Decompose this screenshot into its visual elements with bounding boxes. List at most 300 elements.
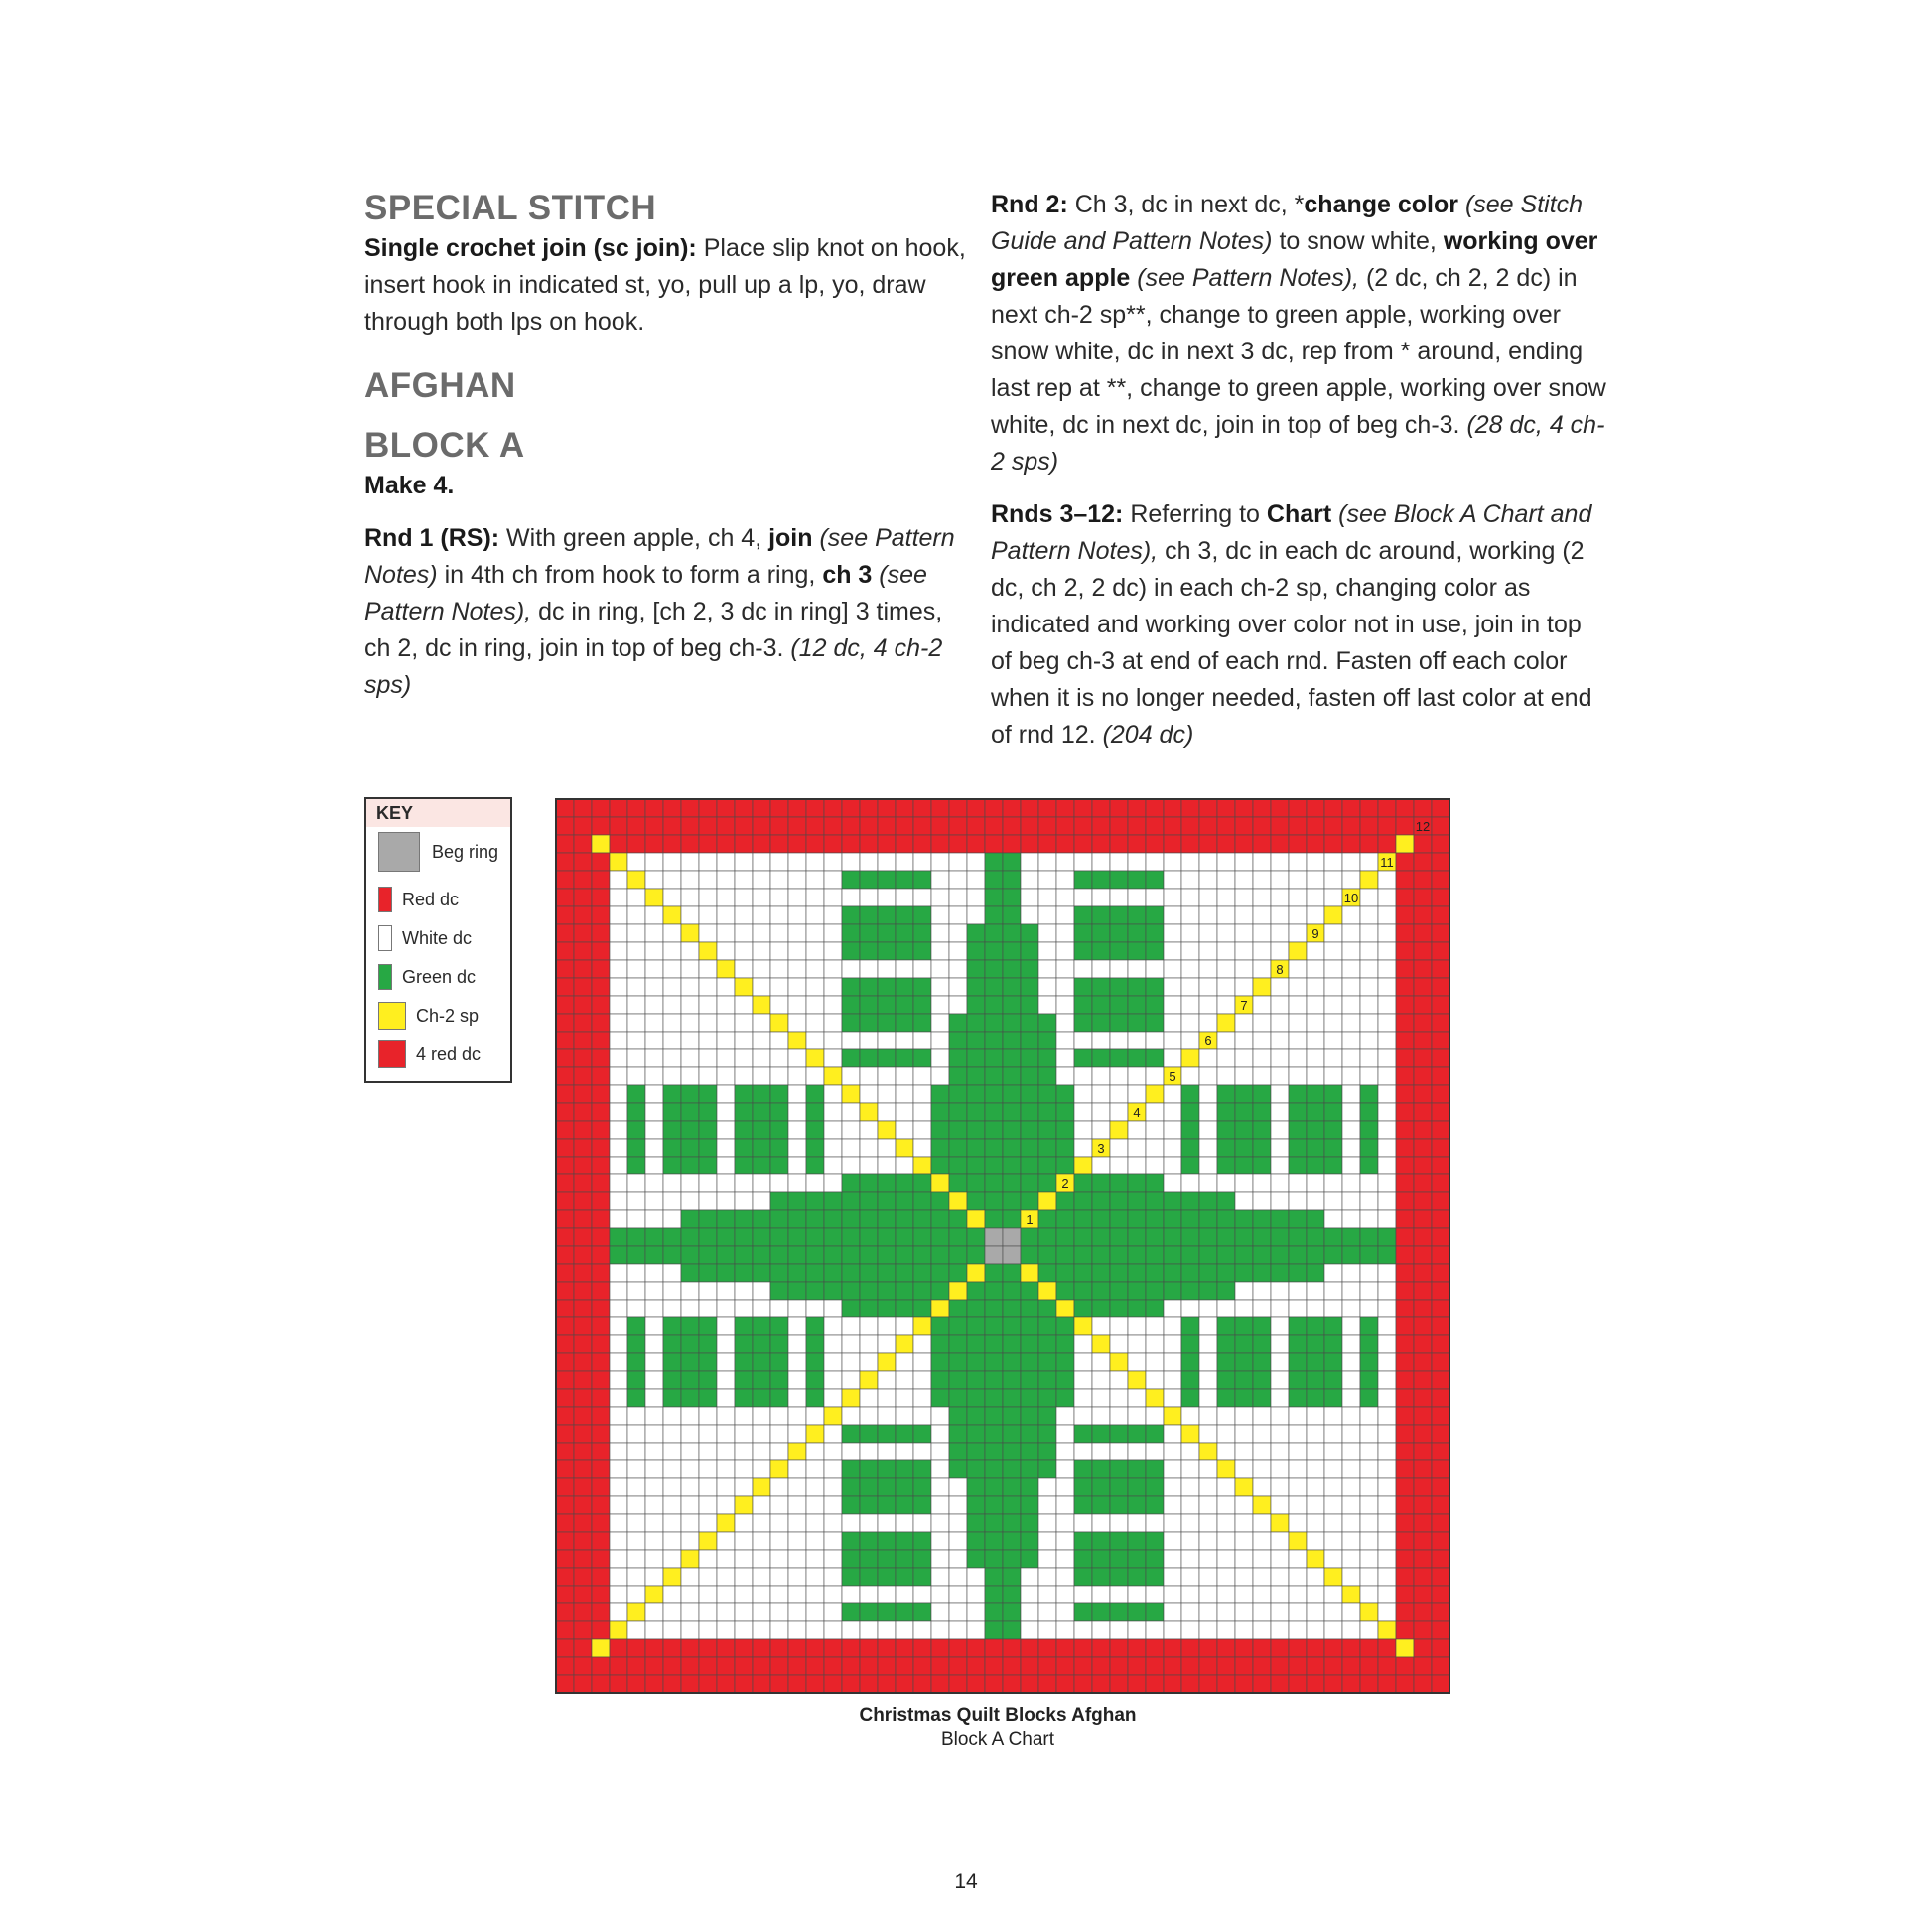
chart-cell-green [1307,1353,1324,1371]
chart-cell-red [1038,1675,1056,1693]
chart-cell-red [1396,1550,1414,1568]
chart-cell-white [735,1586,753,1603]
chart-cell-white [806,1550,824,1568]
chart-cell-white [1164,1389,1181,1407]
chart-cell-white [913,1032,931,1049]
chart-cell-green [860,1496,878,1514]
chart-cell-white [1217,1621,1235,1639]
chart-cell-white [681,978,699,996]
chart-cell-red [1056,1657,1074,1675]
chart-cell-white [842,1407,860,1425]
chart-cell-green [985,1282,1003,1300]
chart-cell-white [610,1174,627,1192]
chart-cell-red [592,1121,610,1139]
chart-cell-green [1074,924,1092,942]
chart-cell-green [1092,906,1110,924]
chart-cell-white [1235,853,1253,871]
chart-cell-white [788,1139,806,1157]
chart-cell-white [663,1532,681,1550]
chart-cell-green [1128,1300,1146,1317]
chart-cell-red [1432,1603,1449,1621]
chart-cell-green [878,996,896,1014]
chart-cell-white [1342,1103,1360,1121]
chart-cell-green [1324,1121,1342,1139]
chart-cell-green [663,1228,681,1246]
chart-cell-red [1003,817,1021,835]
chart-cell-green [1146,942,1164,960]
chart-cell-white [1324,1067,1342,1085]
chart-cell-red [574,1157,592,1174]
chart-cell-white [717,1460,735,1478]
chart-cell-red [931,835,949,853]
chart-cell-yellow [1253,978,1271,996]
chart-cell-green [1289,1389,1307,1407]
chart-cell-red [1378,817,1396,835]
chart-cell-red [1235,799,1253,817]
chart-cell-white [896,889,913,906]
chart-cell-green [860,1246,878,1264]
chart-cell-red [681,817,699,835]
chart-cell-green [699,1228,717,1246]
chart-cell-green [1092,1478,1110,1496]
chart-cell-white [1164,1014,1181,1032]
chart-cell-red [717,799,735,817]
chart-cell-red [592,1353,610,1371]
chart-cell-white [1307,1443,1324,1460]
chart-cell-green [1181,1192,1199,1210]
chart-cell-white [627,853,645,871]
chart-cell-white [1271,1049,1289,1067]
chart-cell-red [949,817,967,835]
chart-cell-green [663,1157,681,1174]
chart-cell-white [860,1443,878,1460]
chart-cell-green [1289,1139,1307,1157]
chart-cell-green [896,1264,913,1282]
round-label-4: 4 [1133,1105,1141,1120]
chart-cell-green [1110,942,1128,960]
chart-cell-white [1271,1443,1289,1460]
chart-cell-red [913,1639,931,1657]
chart-cell-white [663,960,681,978]
chart-cell-green [770,1264,788,1282]
chart-cell-green [931,1371,949,1389]
chart-cell-red [824,1639,842,1657]
chart-cell-red [1217,817,1235,835]
chart-cell-green [806,1371,824,1389]
chart-cell-white [1271,1478,1289,1496]
chart-cell-white [1271,1371,1289,1389]
chart-cell-white [824,1478,842,1496]
chart-cell-white [931,1621,949,1639]
chart-cell-white [1074,1085,1092,1103]
chart-cell-white [663,889,681,906]
chart-cell-green [788,1192,806,1210]
chart-cell-white [1342,871,1360,889]
chart-cell-green [1128,1568,1146,1586]
chart-cell-green [1128,1282,1146,1300]
chart-cell-white [645,853,663,871]
chart-cell-green [1021,960,1038,978]
chart-cell-white [1110,1407,1128,1425]
chart-cell-white [1146,1121,1164,1139]
chart-cell-red [1164,799,1181,817]
chart-cell-green [1110,1049,1128,1067]
chart-cell-green [1146,871,1164,889]
chart-cell-red [592,1335,610,1353]
chart-cell-white [627,1264,645,1282]
chart-cell-green [1128,996,1146,1014]
chart-cell-white [1360,906,1378,924]
chart-cell-green [1074,1568,1092,1586]
round-label-7: 7 [1240,998,1248,1013]
chart-cell-green [931,1389,949,1407]
chart-cell-white [1217,1032,1235,1049]
chart-cell-white [1342,1049,1360,1067]
chart-cell-white [878,1067,896,1085]
chart-cell-green [967,1532,985,1550]
chart-cell-white [645,1621,663,1639]
chart-cell-white [931,853,949,871]
chart-cell-red [1414,889,1432,906]
chart-cell-white [1074,1103,1092,1121]
chart-cell-red [592,1496,610,1514]
chart-cell-white [1128,1317,1146,1335]
chart-cell-green [896,1568,913,1586]
chart-cell-red [896,799,913,817]
chart-cell-white [717,1550,735,1568]
chart-cell-red [645,1639,663,1657]
chart-cell-red [592,1478,610,1496]
chart-cell-white [1342,1300,1360,1317]
chart-cell-green [878,1425,896,1443]
chart-cell-white [1342,1460,1360,1478]
chart-cell-white [1181,1443,1199,1460]
chart-cell-white [1342,1014,1360,1032]
chart-cell-red [1003,799,1021,817]
chart-cell-green [878,978,896,996]
chart-cell-red [699,799,717,817]
chart-cell-white [806,1067,824,1085]
chart-cell-white [1217,1478,1235,1496]
chart-cell-white [1271,853,1289,871]
chart-cell-green [949,1371,967,1389]
chart-cell-green [1038,1157,1056,1174]
chart-cell-white [1378,1067,1396,1085]
chart-cell-white [806,1407,824,1425]
chart-cell-green [860,996,878,1014]
chart-cell-white [610,1407,627,1425]
chart-cell-yellow [1289,1532,1307,1550]
chart-cell-white [1110,853,1128,871]
chart-cell-green [1235,1371,1253,1389]
chart-cell-white [1342,1317,1360,1335]
chart-cell-green [1110,1210,1128,1228]
chart-cell-green [878,1049,896,1067]
chart-cell-white [1164,1139,1181,1157]
chart-cell-white [913,1586,931,1603]
chart-cell-green [1289,1228,1307,1246]
chart-cell-white [663,1049,681,1067]
chart-cell-red [1324,1675,1342,1693]
chart-cell-red [592,1246,610,1264]
chart-cell-white [967,871,985,889]
chart-cell-green [1307,1157,1324,1174]
chart-cell-white [1181,1174,1199,1192]
chart-cell-red [1360,1657,1378,1675]
chart-cell-green [627,1317,645,1335]
chart-cell-white [931,924,949,942]
chart-cell-red [931,1639,949,1657]
chart-cell-green [1360,1139,1378,1157]
chart-cell-white [1181,1586,1199,1603]
chart-cell-green [896,871,913,889]
chart-cell-white [806,1174,824,1192]
chart-cell-white [860,1032,878,1049]
chart-cell-white [824,1621,842,1639]
chart-cell-white [1217,1550,1235,1568]
chart-cell-white [663,1407,681,1425]
chart-cell-green [1038,1389,1056,1407]
chart-cell-red [556,1157,574,1174]
chart-cell-white [1164,1300,1181,1317]
chart-cell-white [1217,996,1235,1014]
chart-cell-green [949,1139,967,1157]
chart-cell-white [842,889,860,906]
chart-cell-white [681,1621,699,1639]
chart-cell-red [1414,1014,1432,1032]
chart-cell-yellow [645,889,663,906]
chart-cell-red [556,978,574,996]
beg-ring-swatch [378,832,420,872]
chart-cell-white [681,960,699,978]
chart-cell-white [681,906,699,924]
chart-cell-green [681,1210,699,1228]
chart-cell-white [788,1121,806,1139]
chart-cell-green [663,1121,681,1139]
chart-cell-green [663,1389,681,1407]
chart-cell-white [610,1460,627,1478]
chart-cell-white [1271,996,1289,1014]
chart-cell-white [878,1407,896,1425]
chart-cell-green [1146,1210,1164,1228]
chart-cell-green [1181,1085,1199,1103]
chart-cell-green [770,1103,788,1121]
chart-cell-green [860,1192,878,1210]
chart-cell-white [1217,1174,1235,1192]
chart-cell-red [896,1639,913,1657]
chart-cell-red [592,1586,610,1603]
chart-cell-white [878,1335,896,1353]
chart-cell-white [1378,1532,1396,1550]
chart-cell-red [985,1639,1003,1657]
chart-cell-white [717,871,735,889]
chart-cell-green [967,1157,985,1174]
chart-cell-white [1217,1603,1235,1621]
chart-cell-red [1396,1157,1414,1174]
chart-cell-green [842,1264,860,1282]
round-label-11: 11 [1380,855,1394,870]
chart-cell-yellow [1324,1568,1342,1586]
chart-cell-white [735,1460,753,1478]
chart-cell-red [860,1639,878,1657]
chart-cell-white [1307,1496,1324,1514]
chart-cell-white [627,1192,645,1210]
chart-cell-green [717,1228,735,1246]
chart-cell-white [1199,1014,1217,1032]
chart-cell-white [1181,1300,1199,1317]
chart-cell-red [824,1675,842,1693]
chart-cell-green [913,1014,931,1032]
chart-cell-green [753,1371,770,1389]
chart-cell-white [1360,1586,1378,1603]
chart-cell-white [770,1514,788,1532]
chart-cell-red [574,1174,592,1192]
chart-cell-white [896,1085,913,1103]
chart-cell-red [1414,1496,1432,1514]
chart-cell-white [1199,1586,1217,1603]
chart-cell-green [1038,1443,1056,1460]
chart-cell-white [896,1443,913,1460]
key-item-ch2-sp: Ch-2 sp [378,999,479,1033]
chart-cell-red [1396,1514,1414,1532]
chart-cell-red [681,1657,699,1675]
chart-cell-green [949,1085,967,1103]
chart-cell-green [1181,1335,1199,1353]
chart-cell-white [949,853,967,871]
chart-cell-red [949,1657,967,1675]
chart-cell-green [1289,1353,1307,1371]
chart-cell-white [931,996,949,1014]
chart-cell-red [1396,871,1414,889]
chart-cell-green [1199,1264,1217,1282]
chart-cell-white [1289,1067,1307,1085]
chart-cell-green [681,1121,699,1139]
chart-cell-white [1110,1371,1128,1389]
chart-cell-white [1271,1121,1289,1139]
chart-cell-green [753,1210,770,1228]
chart-cell-white [1146,1621,1164,1639]
chart-cell-white [1199,924,1217,942]
chart-cell-white [681,1514,699,1532]
chart-cell-white [663,1282,681,1300]
chart-cell-red [1217,799,1235,817]
chart-cell-red [1056,835,1074,853]
chart-cell-red [1110,1657,1128,1675]
chart-cell-yellow [1074,1157,1092,1174]
chart-cell-white [913,889,931,906]
chart-cell-white [1181,1478,1199,1496]
chart-cell-red [699,1675,717,1693]
chart-cell-red [735,1639,753,1657]
chart-cell-green [1253,1371,1271,1389]
chart-cell-green [985,942,1003,960]
chart-cell-white [735,1014,753,1032]
chart-cell-white [949,1621,967,1639]
chart-cell-red [1164,1639,1181,1657]
chart-cell-red [556,942,574,960]
chart-cell-red [1181,799,1199,817]
chart-cell-red [1289,1657,1307,1675]
chart-cell-white [753,1425,770,1443]
chart-cell-white [1342,1264,1360,1282]
chart-cell-white [860,889,878,906]
chart-cell-white [753,924,770,942]
chart-cell-green [896,1460,913,1478]
chart-cell-white [1181,1550,1199,1568]
chart-cell-red [788,1639,806,1657]
chart-cell-white [681,996,699,1014]
chart-cell-white [627,1568,645,1586]
chart-cell-white [806,1603,824,1621]
chart-cell-red [1396,1210,1414,1228]
chart-cell-red [1432,1353,1449,1371]
chart-cell-red [574,996,592,1014]
chart-cell-white [717,1532,735,1550]
chart-cell-white [1307,996,1324,1014]
chart-cell-red [878,835,896,853]
chart-cell-red [556,1353,574,1371]
chart-cell-yellow [1324,906,1342,924]
chart-cell-white [663,1174,681,1192]
chart-cell-red [556,1246,574,1264]
chart-cell-white [645,1157,663,1174]
chart-cell-white [1199,1353,1217,1371]
chart-cell-green [806,1085,824,1103]
chart-cell-white [610,942,627,960]
chart-cell-green [1003,853,1021,871]
chart-cell-white [1235,1460,1253,1478]
chart-cell-white [913,1443,931,1460]
chart-cell-white [860,1157,878,1174]
chart-cell-red [1414,853,1432,871]
chart-cell-white [1307,1568,1324,1586]
chart-cell-red [1396,1460,1414,1478]
chart-cell-white [788,1407,806,1425]
chart-cell-white [967,1603,985,1621]
chart-cell-yellow [1146,1085,1164,1103]
chart-cell-yellow [949,1192,967,1210]
chart-cell-green [806,1353,824,1371]
chart-cell-green [1003,1085,1021,1103]
chart-cell-red [1396,1032,1414,1049]
chart-cell-green [896,1282,913,1300]
chart-cell-green [878,1174,896,1192]
chart-cell-red [574,1210,592,1228]
chart-cell-green [1092,1550,1110,1568]
chart-cell-green [770,1335,788,1353]
chart-cell-white [1199,871,1217,889]
chart-cell-green [878,1246,896,1264]
chart-cell-green [753,1085,770,1103]
chart-cell-green [788,1282,806,1300]
chart-cell-green [806,1103,824,1121]
chart-cell-white [824,1425,842,1443]
chart-cell-white [1199,1049,1217,1067]
chart-cell-green [770,1371,788,1389]
chart-cell-white [1342,924,1360,942]
chart-cell-red [1414,1032,1432,1049]
chart-cell-green [896,1049,913,1067]
round-label-6: 6 [1204,1034,1212,1048]
chart-cell-white [1110,1586,1128,1603]
chart-cell-red [592,799,610,817]
chart-cell-green [1128,1228,1146,1246]
chart-cell-white [1378,924,1396,942]
chart-cell-red [1342,817,1360,835]
chart-cell-red [860,1675,878,1693]
chart-cell-white [1217,1425,1235,1443]
chart-cell-white [1164,1032,1181,1049]
